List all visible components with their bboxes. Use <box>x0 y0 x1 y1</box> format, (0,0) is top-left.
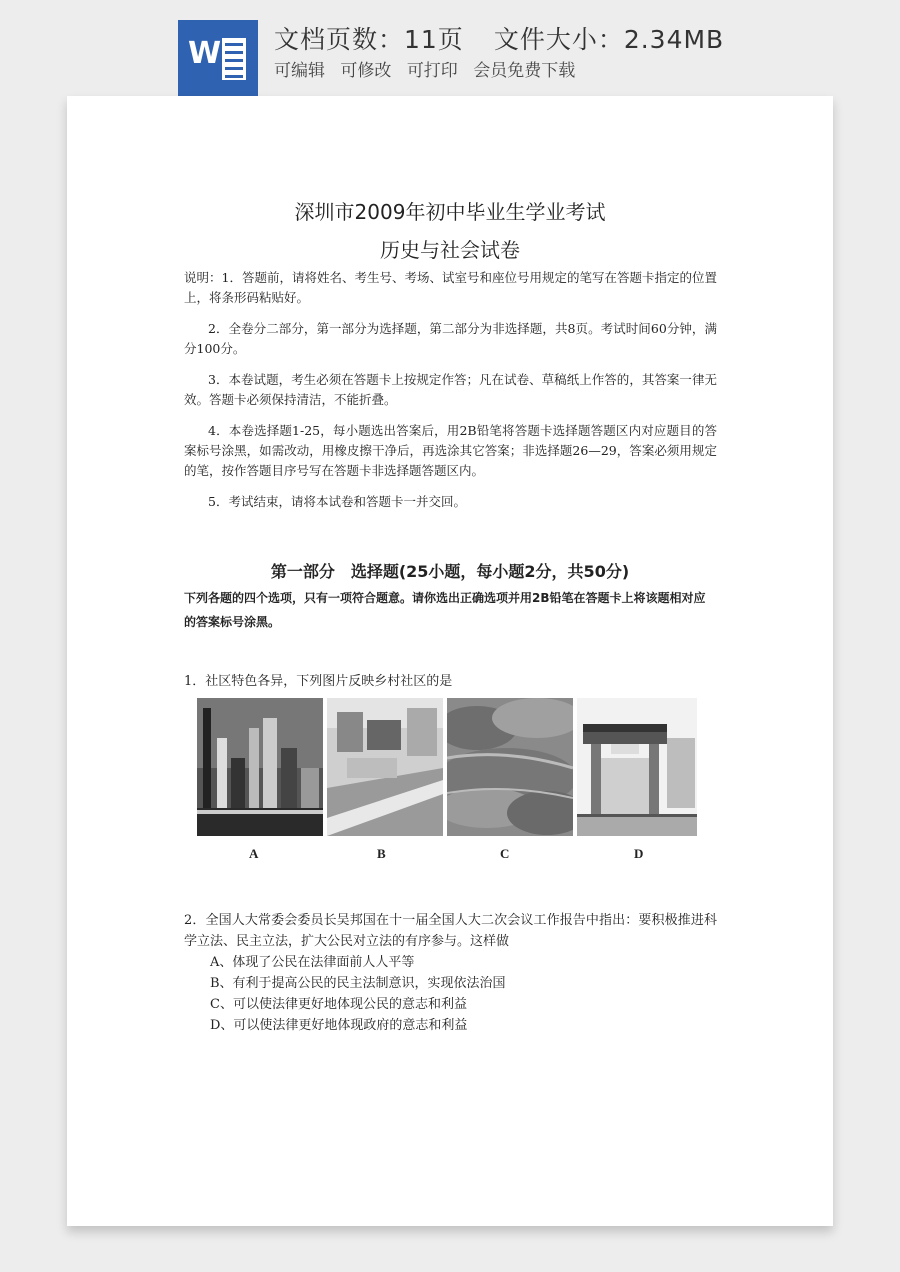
option-c: C、可以使法律更好地体现公民的意志和利益 <box>210 997 467 1012</box>
option-b: B、有利于提高公民的民主法制意识，实现依法治国 <box>210 976 506 991</box>
question-1-stem: 1．社区特色各异，下列图片反映乡村社区的是 <box>184 674 453 689</box>
document-page <box>67 96 833 1226</box>
header-title <box>274 20 754 56</box>
photo-a-city-skyline <box>197 698 323 836</box>
word-icon-lines <box>222 38 246 80</box>
photo-label-a: A <box>249 846 259 861</box>
photo-label-b: B <box>377 846 386 861</box>
option-d: D、可以使法律更好地体现政府的意志和利益 <box>210 1018 468 1033</box>
document-title: 深圳市2009年初中毕业生学业考试 <box>294 200 606 224</box>
instruction-item: 说明：1．答题前，请将姓名、考生号、考场、试室号和座位号用规定的笔写在答题卡指定的位置上，将条形码粘贴好。 <box>184 270 717 305</box>
header-features <box>274 56 585 81</box>
question-2-stem: 2．全国人大常委会委员长吴邦国在十一届全国人大二次会议工作报告中指出：要积极推进科学立法、民主立法，扩大公民对立法的有序参与。这样做 <box>184 913 717 949</box>
feature-editable: 可编辑 <box>274 61 325 81</box>
word-icon-letter: W <box>188 36 222 71</box>
instruction-item: 2．全卷分二部分，第一部分为选择题，第二部分为非选择题，共8页。考试时间60分钟，满分100分。 <box>184 321 717 356</box>
photo-c-rural-landscape <box>447 698 573 836</box>
feature-printable: 可打印 <box>406 61 458 81</box>
header-bar <box>0 0 900 96</box>
instruction-item: 5．考试结束，请将本试卷和答题卡一并交回。 <box>208 494 466 509</box>
exam-instructions <box>184 268 717 523</box>
instruction-item: 3．本卷试题，考生必须在答题卡上按规定作答；凡在试卷、草稿纸上作答的，其答案一律无效。答题卡必须保持清洁，不能折叠。 <box>184 372 717 407</box>
doc-pages-info: 文档页数：11页 <box>274 25 464 54</box>
question-2 <box>184 910 717 1036</box>
question-1-images <box>184 694 710 866</box>
section-description: 下列各题的四个选项，只有一项符合题意。请你选出正确选项并用2B铅笔在答题卡上将该题相对应的答案标号涂黑。 <box>184 591 706 629</box>
option-a: A、体现了公民在法律面前人人平等 <box>210 955 415 970</box>
section-title: 第一部分 选择题(25小题，每小题2分，共50分) <box>270 562 630 581</box>
instruction-item: 4．本卷选择题1-25，每小题选出答案后，用2B铅笔将答题卡选择题答题区内对应题目的答案标号涂黑，如需改动，用橡皮擦干净后，再选涂其它答案；非选择题26—29，答案必须用规定的笔，按作答题目序号写在答题卡非选择题答题区内。 <box>184 423 717 478</box>
feature-member-download: 会员免费下载 <box>473 61 576 81</box>
word-document-icon <box>178 20 258 96</box>
feature-modifiable: 可修改 <box>340 61 392 81</box>
document-subtitle: 历史与社会试卷 <box>380 238 520 262</box>
photo-label-d: D <box>634 846 644 861</box>
file-size-info: 文件大小：2.34MB <box>493 25 725 54</box>
photo-d-archway <box>577 698 697 836</box>
photo-label-c: C <box>500 846 510 861</box>
photo-b-town-road <box>327 698 443 836</box>
